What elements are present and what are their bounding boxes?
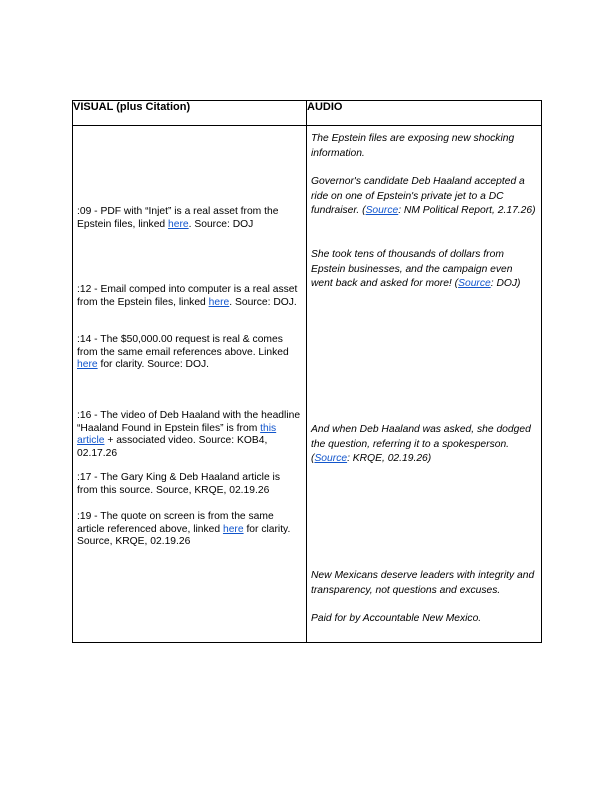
audio-line-integrity: New Mexicans deserve leaders with integrity and transparency, not questions and excuses. <box>311 570 535 596</box>
citation-link[interactable]: here <box>222 523 244 535</box>
visual-note-0012: :12 - Email comped into computer is a real asset from the Epstein files, linked here. Source: DOJ. <box>77 284 298 308</box>
header-row <box>73 101 542 126</box>
citation-link[interactable]: here <box>168 218 189 230</box>
visual-note-0016: :16 - The video of Deb Haaland with the headline “Haaland Found in Epstein files” is from this article + associated video. Source: KOB4, 02.17.26 <box>77 410 301 459</box>
visual-note-0019: :19 - The quote on screen is from the same article referenced above, linked here for clarity. Source, KRQE, 02.19.26 <box>77 511 291 548</box>
visual-note-0009: :09 - PDF with “Injet” is a real asset from the Epstein files, linked here. Source: DOJ <box>77 206 279 230</box>
audio-line-paid-for: Paid for by Accountable New Mexico. <box>311 613 482 624</box>
audio-column-header: AUDIO <box>307 101 542 126</box>
visual-column-header: VISUAL (plus Citation) <box>73 101 307 126</box>
source-link[interactable]: Source <box>314 453 348 465</box>
source-link[interactable]: Source <box>458 278 491 290</box>
visual-note-0017: :17 - The Gary King & Deb Haaland article is from this source. Source, KRQE, 02.19.26 <box>77 472 280 496</box>
citation-link[interactable]: here <box>208 296 230 308</box>
audio-cell <box>307 126 542 643</box>
audio-line-intro: The Epstein files are exposing new shocking information. <box>311 133 515 159</box>
citation-link[interactable]: here <box>77 359 98 371</box>
audio-line-jet: Governor's candidate Deb Haaland accepted a ride on one of Epstein's private jet to a DC fundraiser. (Source: NM Political Report, 2.17.26) <box>311 176 536 217</box>
script-table <box>72 100 542 643</box>
visual-note-0014: :14 - The $50,000.00 request is real & comes from the same email references above. Linked here for clarity. Source: DOJ. <box>77 334 289 371</box>
visual-cell <box>73 126 307 643</box>
content-row <box>73 126 542 643</box>
audio-line-dodged: And when Deb Haaland was asked, she dodged the question, referring it to a spokesperson. (Source: KRQE, 02.19.26) <box>311 424 531 465</box>
audio-line-money: She took tens of thousands of dollars from Epstein businesses, and the campaign even went back and asked for more! (Source: DOJ) <box>311 249 521 290</box>
source-link[interactable]: Source <box>365 205 399 217</box>
article-link[interactable]: this article <box>77 422 277 447</box>
